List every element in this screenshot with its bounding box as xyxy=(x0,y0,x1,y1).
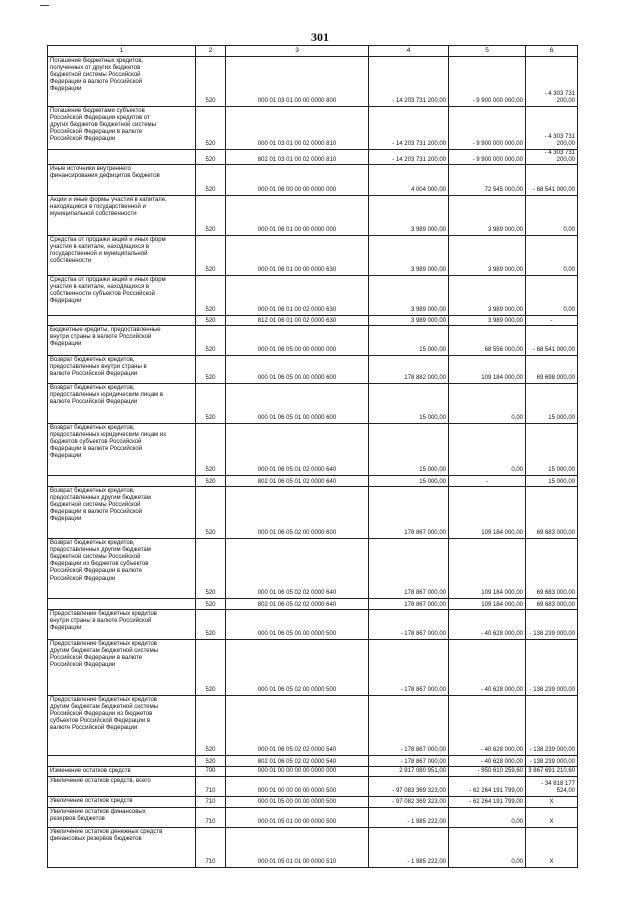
row-label xyxy=(48,476,196,487)
table-row xyxy=(48,107,578,150)
table-row xyxy=(48,696,578,756)
row-value-unexecuted: 0,00 xyxy=(526,196,578,236)
row-value-approved: 178 867 000,00 xyxy=(369,599,449,610)
row-budget-code: 000 01 06 05 00 00 0000 500 xyxy=(226,610,369,640)
row-line-code: 520 xyxy=(196,150,226,165)
row-label: Увеличение остатков денежных средств финансовых резервов бюджетов xyxy=(48,828,196,868)
row-value-approved: - 178 867 000,00 xyxy=(369,696,449,756)
table-row xyxy=(48,476,578,487)
row-value-executed: 109 184 000,00 xyxy=(449,487,526,539)
table-row xyxy=(48,640,578,696)
row-value-approved: - 14 203 731 200,00 xyxy=(369,107,449,150)
row-line-code: 520 xyxy=(196,384,226,424)
table-row xyxy=(48,165,578,196)
row-budget-code: 802 01 06 05 02 02 0000 640 xyxy=(226,599,369,610)
table-row xyxy=(48,808,578,828)
col-header: 3 xyxy=(226,46,369,57)
row-value-executed: - 9 900 000 000,00 xyxy=(449,57,526,107)
table-row xyxy=(48,539,578,599)
row-value-unexecuted: - 34 818 177 524,00 xyxy=(526,777,578,797)
row-value-unexecuted: X xyxy=(526,797,578,808)
row-value-executed: 0,00 xyxy=(449,424,526,476)
row-line-code: 520 xyxy=(196,316,226,326)
row-value-executed: 0,00 xyxy=(449,828,526,868)
row-budget-code: 000 01 05 01 01 00 0000 510 xyxy=(226,828,369,868)
table-row xyxy=(48,777,578,797)
row-budget-code: 000 01 06 05 01 02 0000 640 xyxy=(226,424,369,476)
row-budget-code: 000 01 06 05 02 00 0000 600 xyxy=(226,487,369,539)
row-budget-code: 000 01 06 05 02 02 0000 640 xyxy=(226,539,369,599)
row-label: Предоставление бюджетных кредитов другим бюджетам бюджетной системы Российской Федерации из бюджетов субъектов Российской Федерации в валюте Российской Федерации xyxy=(48,696,196,756)
row-value-approved: 178 882 000,00 xyxy=(369,356,449,384)
table-row xyxy=(48,276,578,316)
row-value-approved: 3 989 000,00 xyxy=(369,276,449,316)
row-value-executed: 109 184 000,00 xyxy=(449,539,526,599)
header-row xyxy=(48,46,578,57)
table-row xyxy=(48,424,578,476)
table-row xyxy=(48,767,578,777)
row-value-executed: 0,00 xyxy=(449,384,526,424)
row-value-executed: - 9 900 000 000,00 xyxy=(449,107,526,150)
row-value-unexecuted: - xyxy=(526,316,578,326)
table-row xyxy=(48,150,578,165)
row-line-code: 520 xyxy=(196,326,226,356)
row-value-executed: - 62 264 191 799,00 xyxy=(449,777,526,797)
page-number: 301 xyxy=(311,30,329,44)
row-line-code: 520 xyxy=(196,424,226,476)
row-line-code: 520 xyxy=(196,610,226,640)
row-line-code: 520 xyxy=(196,476,226,487)
row-line-code: 520 xyxy=(196,696,226,756)
col-header: 4 xyxy=(369,46,449,57)
row-budget-code: 000 01 00 00 00 00 0000 000 xyxy=(226,767,369,777)
row-budget-code: 812 01 06 01 00 02 0000 630 xyxy=(226,316,369,326)
table-row xyxy=(48,316,578,326)
row-value-approved: 15 000,00 xyxy=(369,424,449,476)
row-label: Средства от продажи акций и иных форм участия в капитале, находящихся в государственной и муниципальной собственности xyxy=(48,236,196,276)
row-line-code: 520 xyxy=(196,236,226,276)
scan-mark xyxy=(40,5,49,6)
row-label: Увеличение остатков средств xyxy=(48,797,196,808)
row-value-unexecuted: - 138 239 000,00 xyxy=(526,756,578,767)
row-value-unexecuted: X xyxy=(526,808,578,828)
row-line-code: 520 xyxy=(196,487,226,539)
row-value-executed: - 9 900 000 000,00 xyxy=(449,150,526,165)
row-value-executed: - 950 610 259,60 xyxy=(449,767,526,777)
row-label: Средства от продажи акций и иных форм участия в капитале, находящихся в собственности субъектов Российской Федерации xyxy=(48,276,196,316)
table-row xyxy=(48,384,578,424)
row-value-executed: 109 184 000,00 xyxy=(449,356,526,384)
row-budget-code: 000 01 06 05 02 00 0000 500 xyxy=(226,640,369,696)
row-value-approved: 15 000,00 xyxy=(369,476,449,487)
row-value-executed: - 40 628 000,00 xyxy=(449,696,526,756)
row-value-approved: - 1 985 222,00 xyxy=(369,808,449,828)
row-line-code: 710 xyxy=(196,828,226,868)
row-label xyxy=(48,316,196,326)
row-label: Увеличение остатков средств, всего xyxy=(48,777,196,797)
row-value-executed: - 40 628 000,00 xyxy=(449,640,526,696)
row-value-executed: - 62 264 191 799,00 xyxy=(449,797,526,808)
row-label: Возврат бюджетных кредитов, предоставленных другим бюджетам бюджетной системы Российской Федерации из бюджетов субъектов Российской Федерации в валюте Российской Федерации xyxy=(48,539,196,599)
row-budget-code: 000 01 06 05 02 02 0000 540 xyxy=(226,696,369,756)
row-value-executed: 109 184 000,00 xyxy=(449,599,526,610)
row-value-approved: - 97 083 369 323,00 xyxy=(369,777,449,797)
row-label: Предоставление бюджетных кредитов другим бюджетам бюджетной системы Российской Федерации в валюте Российской Федерации xyxy=(48,640,196,696)
row-line-code: 710 xyxy=(196,777,226,797)
row-line-code: 520 xyxy=(196,356,226,384)
row-label: Изменение остатков средств xyxy=(48,767,196,777)
row-budget-code: 000 01 05 01 00 00 0000 500 xyxy=(226,808,369,828)
row-value-unexecuted: 0,00 xyxy=(526,276,578,316)
row-label: Возврат бюджетных кредитов, предоставленных другим бюджетам бюджетной системы Российской Федерации в валюте Российской Федерации xyxy=(48,487,196,539)
row-value-executed: 3 989 000,00 xyxy=(449,196,526,236)
row-line-code: 520 xyxy=(196,539,226,599)
row-line-code: 520 xyxy=(196,756,226,767)
row-value-unexecuted: 3 867 691 210,60 xyxy=(526,767,578,777)
row-value-unexecuted: - 4 303 731 200,00 xyxy=(526,150,578,165)
row-budget-code: 000 01 06 05 01 00 0000 600 xyxy=(226,384,369,424)
row-line-code: 520 xyxy=(196,640,226,696)
row-value-executed: - 40 628 000,00 xyxy=(449,610,526,640)
row-value-approved: 178 867 000,00 xyxy=(369,487,449,539)
row-value-executed: 72 545 000,00 xyxy=(449,165,526,196)
row-label: Бюджетные кредиты, предоставленные внутри страны в валюте Российской Федерации xyxy=(48,326,196,356)
row-value-approved: 15 000,00 xyxy=(369,384,449,424)
table-row xyxy=(48,828,578,868)
row-value-unexecuted: 15 000,00 xyxy=(526,384,578,424)
row-budget-code: 000 01 06 01 00 02 0000 630 xyxy=(226,276,369,316)
row-line-code: 520 xyxy=(196,165,226,196)
row-budget-code: 000 01 05 00 00 00 0000 500 xyxy=(226,797,369,808)
row-value-executed: - 40 628 000,00 xyxy=(449,756,526,767)
row-value-executed: 3 989 000,00 xyxy=(449,236,526,276)
row-value-unexecuted: - 4 303 731 200,00 xyxy=(526,57,578,107)
row-value-approved: - 178 867 000,00 xyxy=(369,610,449,640)
budget-table xyxy=(47,45,578,868)
row-line-code: 520 xyxy=(196,599,226,610)
row-value-approved: 2 917 080 951,00 xyxy=(369,767,449,777)
row-value-approved: - 14 203 731 200,00 xyxy=(369,57,449,107)
row-label: Возврат бюджетных кредитов, предоставленных внутри страны в валюте Российской Федерации xyxy=(48,356,196,384)
col-header: 5 xyxy=(449,46,526,57)
row-line-code: 710 xyxy=(196,808,226,828)
row-value-unexecuted: X xyxy=(526,828,578,868)
row-value-unexecuted: 69 698 000,00 xyxy=(526,356,578,384)
row-value-unexecuted: 0,00 xyxy=(526,236,578,276)
row-label: Возврат бюджетных кредитов, предоставленных юридическим лицам из бюджетов субъектов Российской Федерации в валюте Российской Федерации xyxy=(48,424,196,476)
row-value-executed: 0,00 xyxy=(449,808,526,828)
row-label xyxy=(48,599,196,610)
row-label: Предоставление бюджетных кредитов внутри страны в валюте Российской Федерации xyxy=(48,610,196,640)
row-value-approved: - 1 985 222,00 xyxy=(369,828,449,868)
row-value-approved: 15 000,00 xyxy=(369,326,449,356)
row-value-approved: - 178 867 000,00 xyxy=(369,640,449,696)
row-line-code: 710 xyxy=(196,797,226,808)
row-budget-code: 000 01 06 00 00 00 0000 000 xyxy=(226,165,369,196)
row-label xyxy=(48,150,196,165)
table-row xyxy=(48,356,578,384)
row-value-unexecuted: - 68 541 000,00 xyxy=(526,326,578,356)
table-row xyxy=(48,236,578,276)
row-line-code: 520 xyxy=(196,276,226,316)
row-value-unexecuted: 69 683 000,00 xyxy=(526,599,578,610)
col-header: 2 xyxy=(196,46,226,57)
table-row xyxy=(48,326,578,356)
row-value-unexecuted: - 4 303 731 200,00 xyxy=(526,107,578,150)
row-value-approved: 4 004 000,00 xyxy=(369,165,449,196)
row-value-approved: 3 989 000,00 xyxy=(369,316,449,326)
row-value-unexecuted: 15 000,00 xyxy=(526,476,578,487)
row-value-executed: 3 989 000,00 xyxy=(449,276,526,316)
row-value-approved: 3 989 000,00 xyxy=(369,196,449,236)
row-value-executed: 3 989 000,00 xyxy=(449,316,526,326)
row-value-unexecuted: - 138 239 000,00 xyxy=(526,696,578,756)
row-value-unexecuted: 15 000,00 xyxy=(526,424,578,476)
row-label: Акции и иные формы участия в капитале, находящиеся в государственной и муниципальной собственности xyxy=(48,196,196,236)
table-row xyxy=(48,196,578,236)
row-value-unexecuted: - 138 239 000,00 xyxy=(526,610,578,640)
row-budget-code: 000 01 00 00 00 00 0000 500 xyxy=(226,777,369,797)
row-budget-code: 802 01 03 01 00 02 0000 810 xyxy=(226,150,369,165)
table-row xyxy=(48,599,578,610)
row-budget-code: 000 01 06 01 00 00 0000 000 xyxy=(226,196,369,236)
row-budget-code: 000 01 03 01 00 00 0000 800 xyxy=(226,57,369,107)
row-budget-code: 802 01 06 05 01 02 0000 640 xyxy=(226,476,369,487)
row-budget-code: 000 01 06 01 00 00 0000 630 xyxy=(226,236,369,276)
row-label: Погашение бюджетами субъектов Российской Федерации кредитов от других бюджетов бюджетной системы Российской Федерации в валюте Российской Федерации xyxy=(48,107,196,150)
row-budget-code: 000 01 03 01 00 02 0000 810 xyxy=(226,107,369,150)
row-line-code: 700 xyxy=(196,767,226,777)
row-budget-code: 000 01 06 05 00 00 0000 600 xyxy=(226,356,369,384)
table-row xyxy=(48,57,578,107)
table-row xyxy=(48,797,578,808)
row-value-approved: 178 867 000,00 xyxy=(369,539,449,599)
row-label: Возврат бюджетных кредитов, предоставленных юридическим лицам в валюте Российской Федерации xyxy=(48,384,196,424)
row-label: Погашение бюджетных кредитов, полученных от других бюджетов бюджетной системы Российской Федерации в валюте Российской Федерации xyxy=(48,57,196,107)
col-header: 1 xyxy=(48,46,196,57)
row-value-unexecuted: 69 683 000,00 xyxy=(526,539,578,599)
row-label xyxy=(48,756,196,767)
row-value-unexecuted: - 138 239 000,00 xyxy=(526,640,578,696)
row-value-approved: - 97 082 369 323,00 xyxy=(369,797,449,808)
row-line-code: 520 xyxy=(196,196,226,236)
row-value-approved: - 178 867 000,00 xyxy=(369,756,449,767)
row-budget-code: 802 01 06 05 02 02 0000 540 xyxy=(226,756,369,767)
row-value-unexecuted: 69 683 000,00 xyxy=(526,487,578,539)
row-label: Иные источники внутреннего финансирования дефицитов бюджетов xyxy=(48,165,196,196)
row-value-executed: - xyxy=(449,476,526,487)
row-value-approved: 3 989 000,00 xyxy=(369,236,449,276)
row-value-approved: - 14 203 731 200,00 xyxy=(369,150,449,165)
row-line-code: 520 xyxy=(196,57,226,107)
table-row xyxy=(48,756,578,767)
row-label: Увеличение остатков финансовых резервов бюджетов xyxy=(48,808,196,828)
table-row xyxy=(48,487,578,539)
col-header: 6 xyxy=(526,46,578,57)
row-value-executed: 68 556 000,00 xyxy=(449,326,526,356)
row-budget-code: 000 01 06 05 00 00 0000 000 xyxy=(226,326,369,356)
row-line-code: 520 xyxy=(196,107,226,150)
row-value-unexecuted: - 68 541 000,00 xyxy=(526,165,578,196)
table-row xyxy=(48,610,578,640)
